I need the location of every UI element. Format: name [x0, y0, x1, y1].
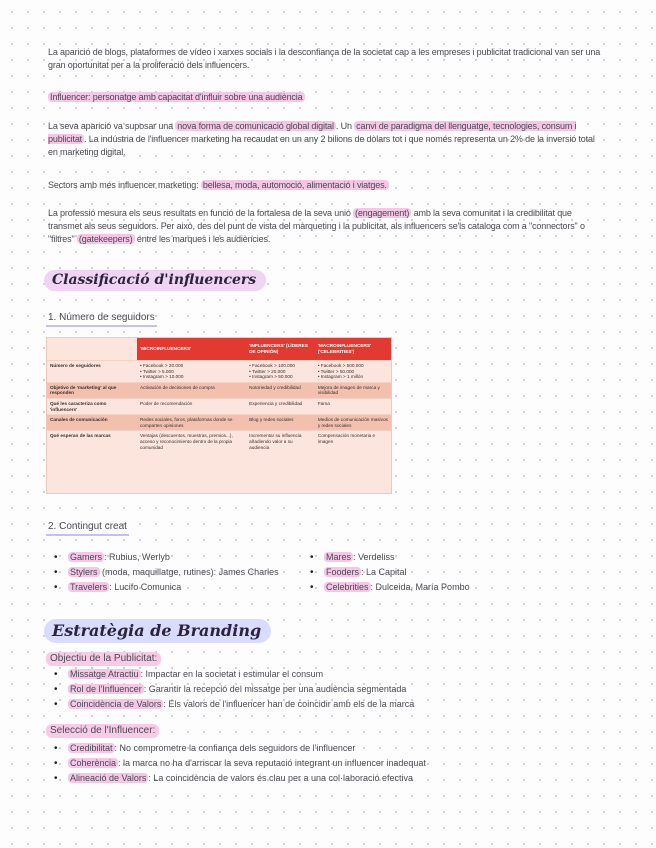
list-item: [48, 741, 426, 756]
table-cell: Poder de recomendación: [137, 398, 246, 414]
definition-highlight: Influencer: personatge amb capacitat d'influir sobre una audiència: [50, 92, 303, 102]
item-label: Travelers: [70, 582, 108, 592]
list-item: [304, 550, 470, 565]
item-text: : Lucifo Comunica: [109, 582, 182, 592]
item-text: (moda, maquillatge, rutines): James Charles: [99, 567, 279, 577]
table-header-cell: [47, 338, 137, 361]
table-header-cell: 'INFLUENCERS' (LÍDERES DE OPINIÓN): [246, 338, 315, 361]
table-cell: Activación de decisiones de compra: [137, 382, 246, 398]
item-text: : Impactar en la societat i estimular el consum: [140, 669, 324, 679]
intro-paragraph: La aparició de blogs, plataformes de vídeo i xarxes socials i la desconfiança de la societat cap a les empreses i publicitat tradicional van ser una gran oportunitat per a la proliferació dels influencers.: [48, 47, 601, 70]
content-list-left: [48, 550, 279, 595]
table-row-header: Número de seguidores: [47, 361, 137, 383]
highlight-gatekeepers: (gatekeepers): [78, 234, 133, 244]
highlight-global-digital: nova forma de comunicació global digital: [177, 121, 334, 131]
influencer-selection-list: [48, 741, 426, 786]
list-item: [48, 580, 279, 595]
table-row: [47, 415, 391, 431]
item-label: Missatge Atractiu: [70, 669, 139, 679]
followers-subheading: 1. Número de seguidors: [46, 311, 157, 327]
item-text: : Dulceida, María Pombo: [370, 582, 470, 592]
advertising-objective-list: [48, 667, 414, 712]
list-item: [48, 565, 279, 580]
table-cell: Medios de comunicación masivos y redes sociales: [315, 415, 391, 431]
text-run: . La indústria de l'influencer marketing ha recaudat en un any 2 bilions de dòlars tot i que només representa un 2% de la inversió total en marketing digital.: [48, 134, 595, 157]
table-row-header: Qué esperan de las marcas: [47, 431, 137, 452]
classification-title: Classificació d'influencers: [44, 270, 266, 291]
item-label: Fooders: [326, 567, 360, 577]
item-label: Gamers: [70, 552, 103, 562]
table-cell: • Facebook > 20.000 • Twitter > 5.000 • Instagram > 10.000: [137, 361, 246, 383]
list-item: [304, 580, 470, 595]
table-cell: Experiencia y credibilidad: [246, 398, 315, 414]
item-label: Rol de l'Influencer: [70, 684, 142, 694]
table-row-header: Canales de comunicación: [47, 415, 137, 431]
table-cell: Compensación monetaria e imagen: [315, 431, 391, 452]
table-row: [47, 431, 391, 452]
influencer-selection-subheading: Selecció de l'Influencer:: [46, 724, 159, 738]
list-item: [304, 565, 470, 580]
item-text: : No comprometre la confiança dels seguidors de l'influencer: [114, 743, 356, 753]
engagement-paragraph: [48, 207, 604, 246]
item-text: : Garantir la recepció del missatge per una audiència segmentada: [143, 684, 407, 694]
influencer-table-grid: [47, 338, 391, 452]
item-label: Stylers: [70, 567, 98, 577]
item-label: Celebrities: [326, 582, 369, 592]
table-cell: Mejora de imagen de marca y visibilidad: [315, 382, 391, 398]
item-label: Credibilitat: [70, 743, 113, 753]
table-cell: Ventajas (descuentos, muestras, premios...), acceso y reconocimiento dentro de la propia comunidad: [137, 431, 246, 452]
item-label: Mares: [326, 552, 352, 562]
text-run: Sectors amb més influencer marketing:: [48, 180, 201, 190]
list-item: [48, 550, 279, 565]
text-run: La seva aparició va suposar una: [48, 121, 176, 131]
list-item: [48, 771, 426, 786]
item-text: : Els valors de l'influencer han de coincidir amb els de la marca: [163, 699, 415, 709]
sectors-paragraph: [48, 179, 604, 192]
highlight-paradigm: canvi de paradigma del llenguatge, tecnologies, consum i publicitat: [48, 121, 577, 144]
highlight-engagement: (engagement): [355, 208, 410, 218]
highlight-sectors: bellesa, moda, automoció, alimentació i viatges.: [202, 180, 387, 190]
table-header-row: [47, 338, 391, 361]
list-item: [48, 697, 414, 712]
content-subheading: 2. Contingut creat: [46, 520, 129, 536]
branding-title: Estratègia de Branding: [44, 619, 271, 643]
table-cell: Incrementar su influencia añadiendo valor a su audiencia: [246, 431, 315, 452]
table-cell: Blog y redes sociales: [246, 415, 315, 431]
advertising-objective-subheading: Objectiu de la Publicitat:: [46, 652, 161, 666]
item-text: : La coincidència de valors és clau per a una col·laboració efectiva: [148, 773, 414, 783]
item-text: : la marca no ha d'arriscar la seva reputació integrant un influencer inadequat: [118, 758, 426, 768]
text-run: . Un: [335, 121, 355, 131]
content-list-right: [304, 550, 470, 595]
text-run: amb la seva comunitat i la credibilitat que transmet als seus seguidors. Per això, des del punt de vista del màrqueting i la publicitat, als influencers se'ls cataloga com a "connectors" o "filtres": [48, 208, 585, 244]
item-text: : La Capital: [361, 567, 407, 577]
list-item: [48, 667, 414, 682]
digital-paragraph: [48, 120, 604, 159]
text-run: entre les marques i les audiències.: [134, 234, 271, 244]
table-cell: Redes sociales, foros, plataformas donde se comparten opiniones: [137, 415, 246, 431]
text-run: La professió mesura els seus resultats en funció de la fortalesa de la seva unió: [48, 208, 354, 218]
item-text: : Verdeliss: [353, 552, 395, 562]
item-label: Coherència: [70, 758, 117, 768]
table-header-cell: 'MICROINFLUENCERS': [137, 338, 246, 361]
table-row-header: Objetivo de 'marketing' al que responden: [47, 382, 137, 398]
table-cell: • Facebook > 500.000 • Twitter > 50.000 • Instagram > 1 millón: [315, 361, 391, 383]
table-cell: Notoriedad y credibilidad: [246, 382, 315, 398]
table-cell: Fama: [315, 398, 391, 414]
item-text: : Rubius, Werlyb: [104, 552, 170, 562]
table-cell: • Facebook > 100.000 • Twitter > 20.000 • Instagram > 50.000: [246, 361, 315, 383]
list-item: [48, 682, 414, 697]
item-label: Alineació de Valors: [70, 773, 147, 783]
item-label: Coincidència de Valors: [70, 699, 162, 709]
table-row: [47, 361, 391, 383]
list-item: [48, 756, 426, 771]
table-row-header: Qué les caracteriza como 'influencers': [47, 398, 137, 414]
influencer-definition: [48, 91, 305, 104]
table-row: [47, 382, 391, 398]
influencer-table: [46, 337, 392, 494]
table-row: [47, 398, 391, 414]
table-header-cell: 'MACROINFLUENCERS' ('CELEBRITIES'): [315, 338, 391, 361]
